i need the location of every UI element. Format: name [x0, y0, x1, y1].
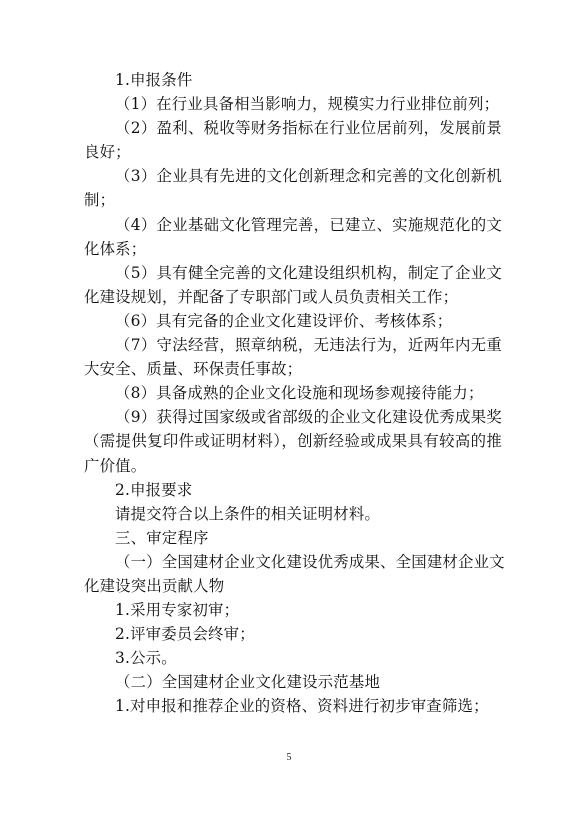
text-line: 请提交符合以上条件的相关证明材料。: [115, 504, 381, 523]
text-line: （7）守法经营，照章纳税，无违法行为，近两年内无重: [115, 336, 502, 355]
text-line: （9）获得过国家级或省部级的企业文化建设优秀成果奖: [115, 408, 502, 427]
page-number: 5: [286, 752, 292, 763]
text-line: （二）全国建材企业文化建设示范基地: [115, 673, 381, 692]
text-line: （5）具有健全完善的文化建设组织机构，制定了企业文: [115, 263, 502, 282]
text-line: （一）全国建材企业文化建设优秀成果、全国建材企业文: [115, 552, 505, 571]
text-line: 化建设突出贡献人物: [84, 576, 225, 595]
text-line: 化体系；: [84, 239, 147, 258]
text-line: 良好；: [84, 143, 131, 162]
text-line: 化建设规划，并配备了专职部门或人员负责相关工作；: [84, 287, 459, 306]
text-line: 三、审定程序: [115, 528, 209, 547]
text-line: （3）企业具有先进的文化创新理念和完善的文化创新机: [115, 167, 502, 186]
text-line: 2.申报要求: [115, 480, 193, 499]
document-body: [84, 68, 505, 719]
text-line: 1.申报条件: [115, 71, 193, 89]
text-line: 3.公示。: [115, 649, 177, 668]
text-line: 1.采用专家初审；: [115, 601, 240, 620]
text-line: （2）盈利、税收等财务指标在行业位居前列，发展前景: [115, 119, 502, 138]
text-line: （8）具备成熟的企业文化设施和现场参观接待能力；: [115, 384, 484, 403]
text-line: 2.评审委员会终审；: [115, 625, 255, 644]
text-line: （1）在行业具备相当影响力，规模实力行业排位前列；: [115, 95, 500, 114]
text-line: 广价值。: [84, 456, 147, 475]
text-line: （需提供复印件或证明材料），创新经验或成果具有较高的推: [84, 432, 502, 451]
text-line: 大安全、质量、环保责任事故；: [84, 360, 303, 379]
text-line: （6）具有完备的企业文化建设评价、考核体系；: [115, 311, 453, 330]
text-line: （4）企业基础文化管理完善，已建立、实施规范化的文: [115, 215, 502, 234]
text-line: 1.对申报和推荐企业的资格、资料进行初步审查筛选；: [115, 697, 489, 716]
text-line: 制；: [84, 191, 116, 210]
